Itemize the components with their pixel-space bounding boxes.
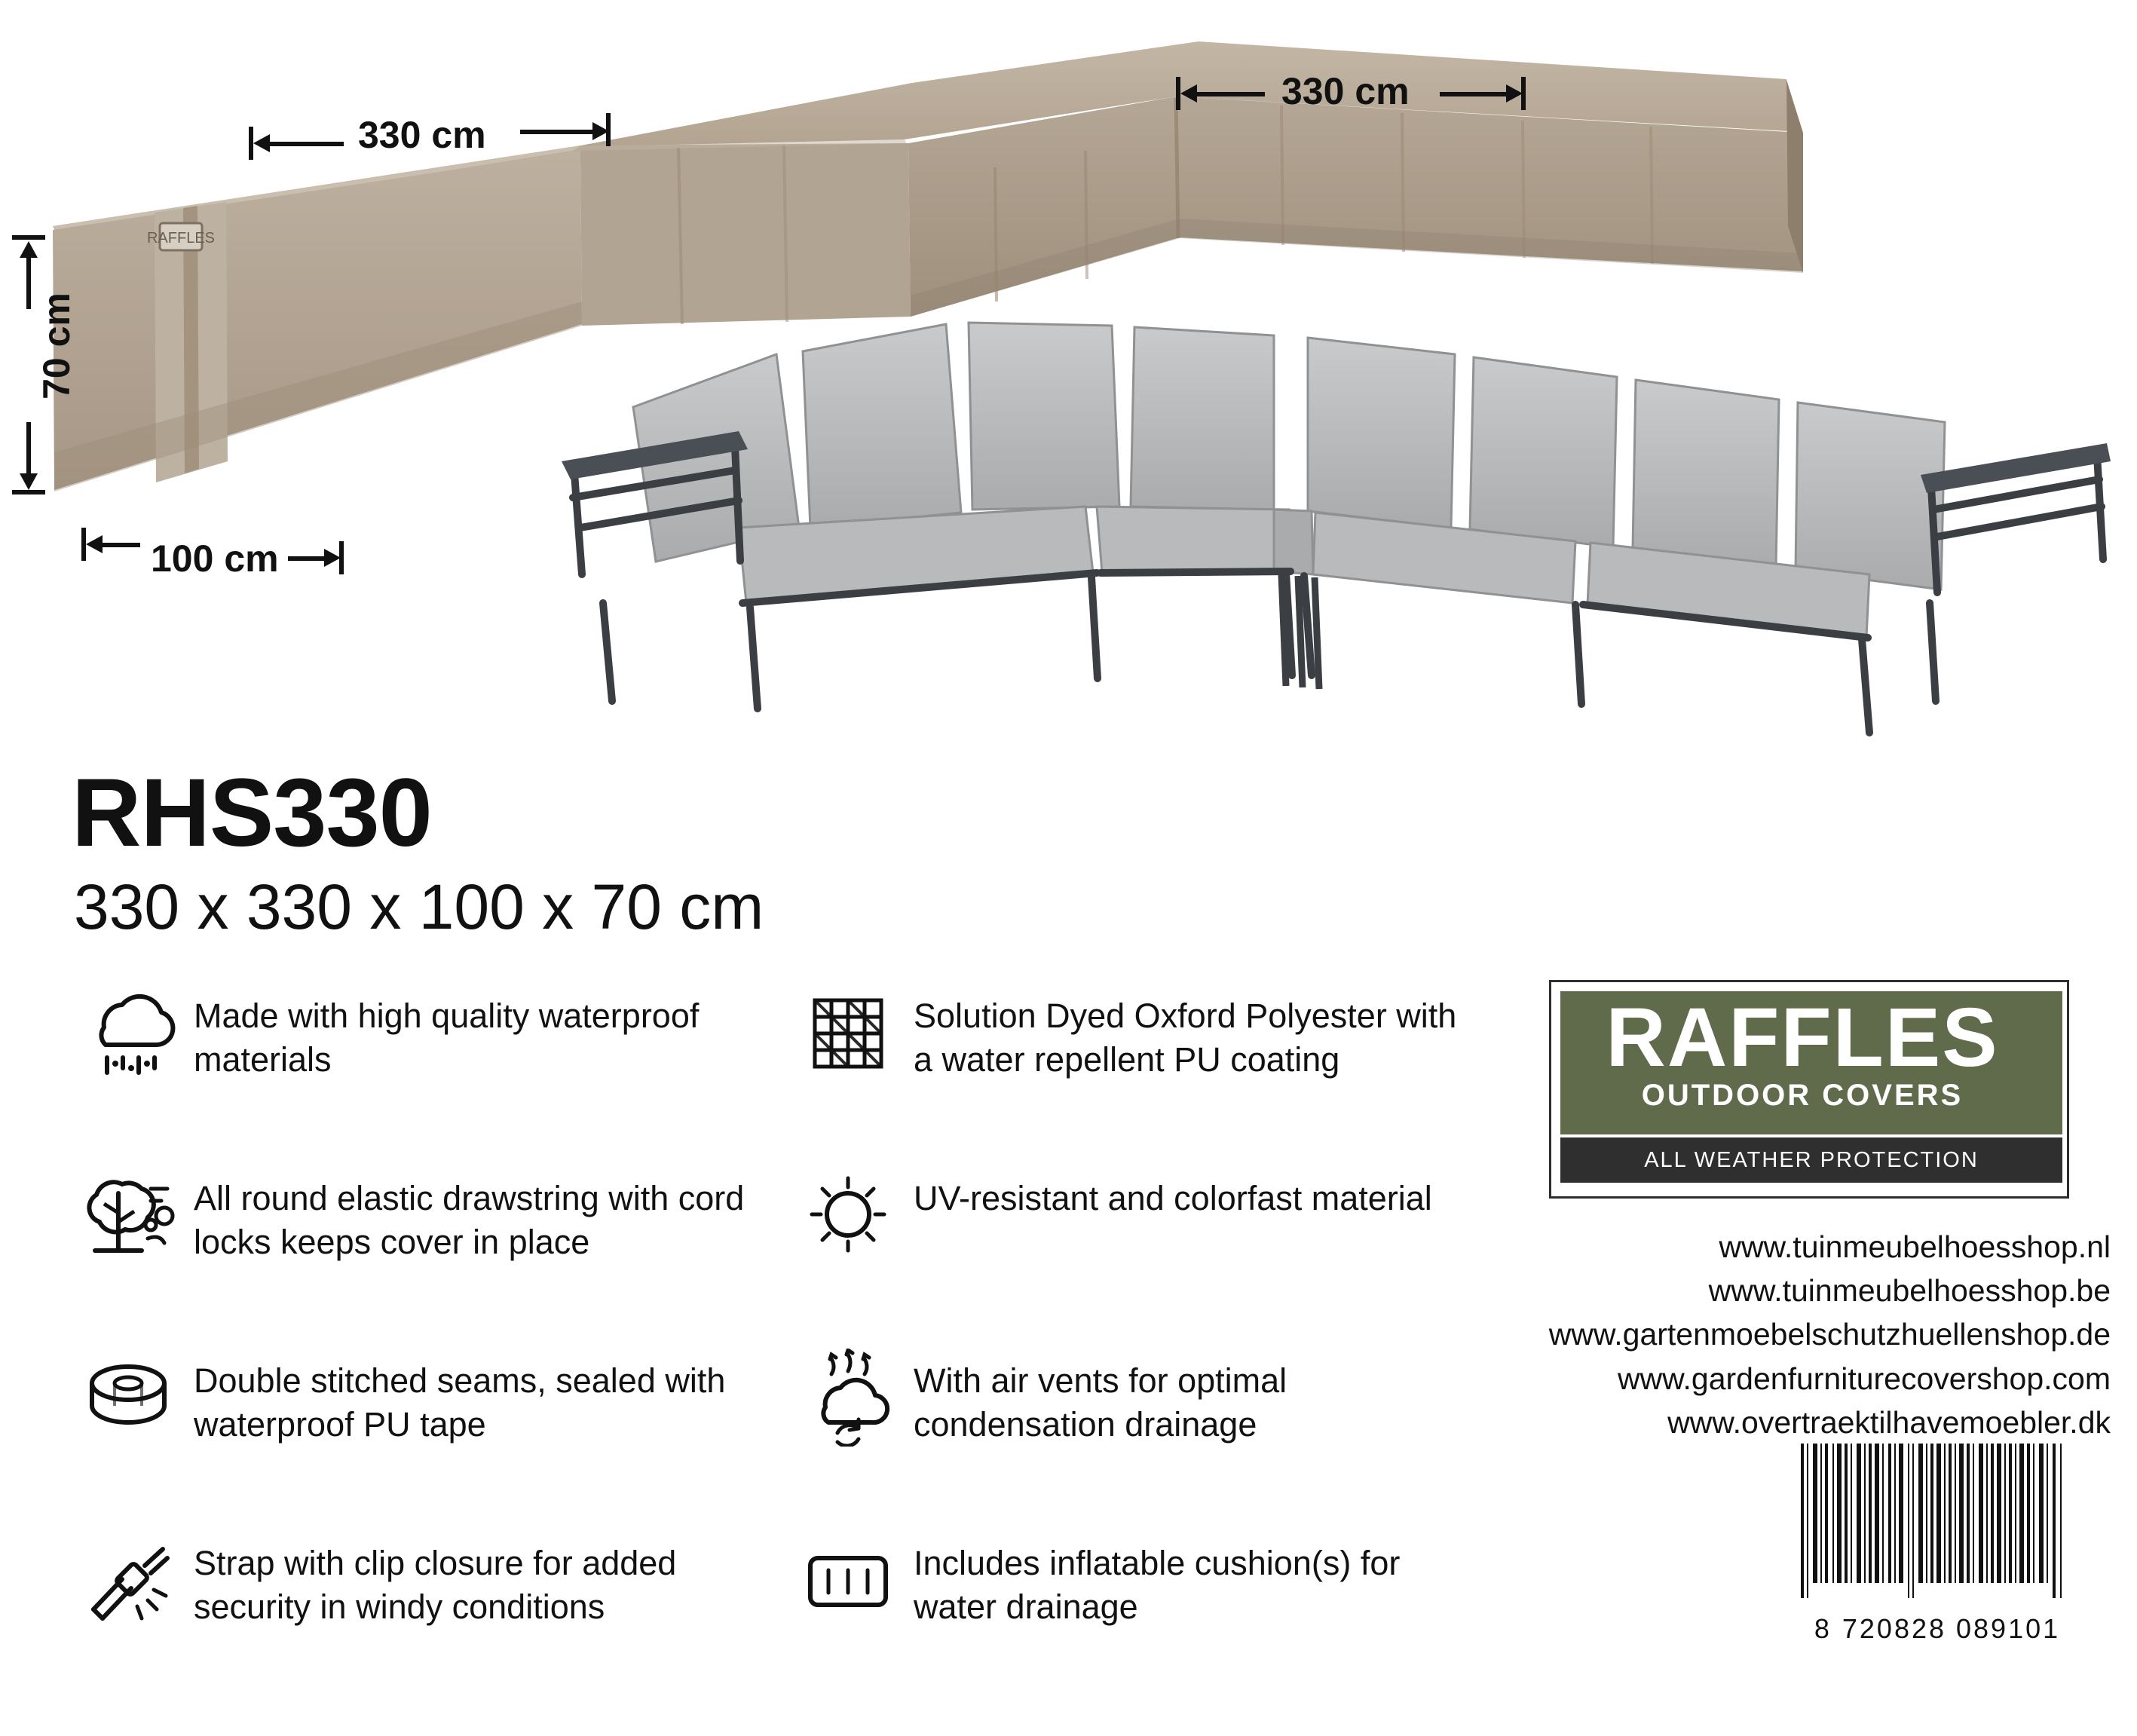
- feature-text: With air vents for optimal condensation drainage: [914, 1361, 1287, 1444]
- feature-item: [791, 1531, 1470, 1644]
- tick-right-b: [1521, 77, 1526, 110]
- feature-item: [72, 1531, 750, 1644]
- tick-height-top: [12, 235, 45, 240]
- arrow-depth-a: [86, 535, 103, 553]
- svg-text:RAFFLES: RAFFLES: [146, 230, 216, 246]
- dimension-left-length: 330 cm: [358, 114, 486, 156]
- dim-line-right-b: [1440, 92, 1509, 96]
- fabric-weave-icon: [791, 984, 905, 1082]
- feature-text: UV-resistant and colorfast material: [914, 1179, 1432, 1217]
- feature-text: Made with high quality waterproof materials: [194, 997, 700, 1079]
- feature-column-left: [72, 984, 750, 1713]
- website-link[interactable]: www.tuinmeubelhoesshop.nl: [1719, 1229, 2111, 1264]
- dimension-height: 70 cm: [35, 292, 78, 400]
- tick-left-b: [606, 113, 611, 146]
- air-vent-icon: [791, 1349, 905, 1447]
- strap-clip-icon: [72, 1531, 185, 1629]
- feature-text: Double stitched seams, sealed with waterproof PU tape: [194, 1361, 726, 1444]
- dim-line-height-top: [26, 258, 31, 309]
- feature-column-right: [791, 984, 1470, 1713]
- arrow-depth-b: [324, 549, 341, 567]
- rain-cloud-icon: [72, 984, 185, 1082]
- barcode-digits: 720828 089101: [1842, 1613, 2061, 1644]
- dimension-depth: 100 cm: [151, 537, 279, 580]
- sun-icon: [791, 1166, 905, 1264]
- feature-text: All round elastic drawstring with cord locks keeps cover in place: [194, 1179, 745, 1261]
- tick-depth-b: [339, 541, 344, 574]
- feature-item: [72, 984, 750, 1097]
- tree-wind-icon: [72, 1166, 185, 1264]
- page-title: RHS330: [72, 759, 432, 867]
- cushion-icon: [791, 1531, 905, 1629]
- dim-line-left-a: [268, 142, 344, 146]
- arrow-height-down: [20, 473, 38, 490]
- feature-item: [791, 1166, 1470, 1279]
- website-link[interactable]: www.tuinmeubelhoesshop.be: [1708, 1273, 2111, 1309]
- dim-line-depth-b: [288, 556, 326, 561]
- cover-and-sofa-graphic: [0, 0, 2137, 754]
- dim-line-height-bottom: [26, 422, 31, 473]
- feature-item: [72, 1349, 750, 1462]
- barcode-number: [1798, 1613, 2077, 1645]
- barcode: [1798, 1444, 2077, 1645]
- brand-tagline: ALL WEATHER PROTECTION: [1644, 1148, 1979, 1172]
- arrow-right-b: [1506, 84, 1523, 103]
- website-link[interactable]: www.gardenfurniturecovershop.com: [1617, 1361, 2111, 1396]
- product-illustration: [0, 0, 2137, 754]
- brand-subtitle: OUTDOOR COVERS: [1641, 1079, 1964, 1112]
- feature-item: [791, 1349, 1470, 1462]
- website-list: [1500, 1225, 2111, 1444]
- tick-height-bottom: [12, 490, 45, 494]
- brand-tagline-bar: [1560, 1137, 2062, 1183]
- website-link[interactable]: www.gartenmoebelschutzhuellenshop.de: [1548, 1317, 2111, 1352]
- website-link[interactable]: www.overtraektilhavemoebler.dk: [1667, 1404, 2111, 1440]
- product-dimensions: 330 x 330 x 100 x 70 cm: [74, 871, 764, 942]
- arrow-height-up: [20, 241, 38, 258]
- brand-name: RAFFLES: [1606, 991, 1999, 1084]
- dimension-right-length: 330 cm: [1281, 70, 1410, 112]
- feature-item: [791, 984, 1470, 1097]
- feature-text: Solution Dyed Oxford Polyester with a water repellent PU coating: [914, 997, 1457, 1079]
- feature-text: Includes inflatable cushion(s) for water drainage: [914, 1544, 1401, 1626]
- dim-line-left-b: [520, 130, 595, 134]
- tape-roll-icon: [72, 1349, 185, 1447]
- feature-text: Strap with clip closure for added security in windy conditions: [194, 1544, 677, 1626]
- brand-logo: [1549, 980, 2069, 1199]
- barcode-bars: [1798, 1444, 2077, 1606]
- barcode-lead-digit: 8: [1814, 1613, 1832, 1644]
- feature-item: [72, 1166, 750, 1279]
- dim-line-depth-a: [101, 543, 140, 547]
- dim-line-right-a: [1196, 92, 1265, 96]
- arrow-right-a: [1180, 84, 1197, 103]
- arrow-left-a: [253, 134, 270, 152]
